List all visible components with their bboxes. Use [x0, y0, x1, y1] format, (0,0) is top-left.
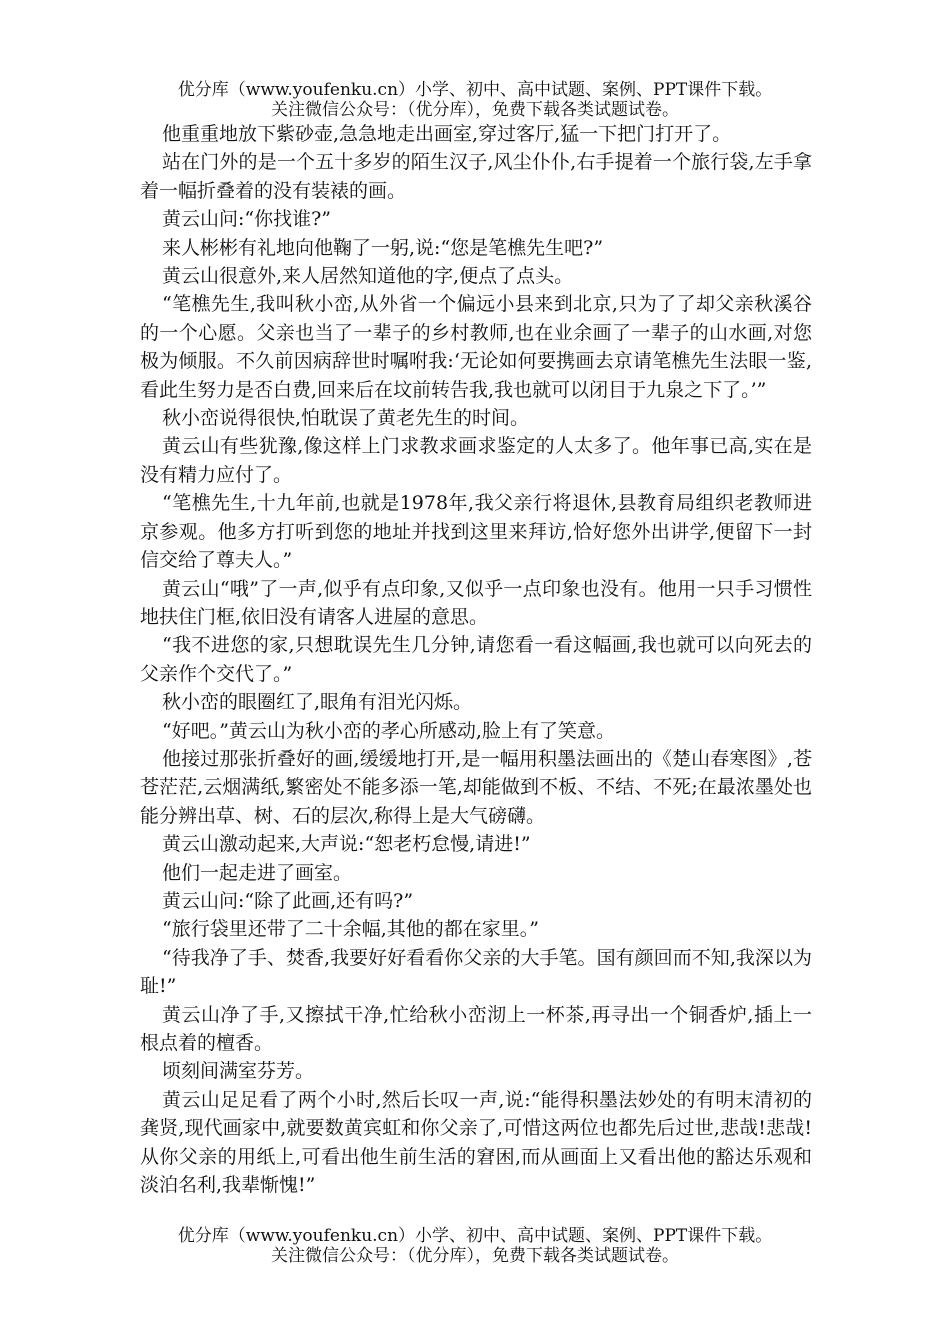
banner-line-1: 优分库（www.youfenku.cn）小学、初中、高中试题、案例、PPT课件下载。	[177, 1226, 773, 1246]
header-banner	[0, 80, 950, 120]
paragraph: 黄云山很意外,来人居然知道他的字,便点了点头。	[162, 265, 574, 288]
paragraph: 黄云山足足看了两个小时,然后长叹一声,说:“能得积墨法妙处的有明末清初的龚贤,现代画家中,就要数黄宾虹和你父亲了,可惜这两位也都先后过世,悲哉!悲哉!从你父亲的用纸上,可看出他生前生活的窘困,而从画面上又看出他的豁达乐观和淡泊名利,我辈惭愧!”	[140, 1088, 812, 1197]
footer-banner	[0, 1226, 950, 1266]
paragraph: 他接过那张折叠好的画,缓缓地打开,是一幅用积墨法画出的《楚山春寒图》,苍苍茫茫,云烟满纸,繁密处不能多添一笔,却能做到不板、不结、不死;在最浓墨处也能分辨出草、树、石的层次,称得上是大气磅礴。	[140, 747, 812, 827]
paragraph: 黄云山问:“除了此画,还有吗?”	[162, 889, 414, 912]
banner-line-1: 优分库（www.youfenku.cn）小学、初中、高中试题、案例、PPT课件下载。	[177, 80, 773, 100]
paragraph: 他重重地放下紫砂壶,急急地走出画室,穿过客厅,猛一下把门打开了。	[162, 123, 732, 145]
banner-line-2: 关注微信公众号：（优分库），免费下载各类试题试卷。	[271, 1246, 679, 1266]
paragraph: 顷刻间满室芬芳。	[162, 1060, 315, 1083]
paragraph: “旅行袋里还带了二十余幅,其他的都在家里。”	[162, 918, 539, 941]
article-body	[140, 120, 812, 1199]
paragraph: 黄云山问:“你找谁?”	[162, 208, 332, 231]
paragraph: 秋小峦说得很快,怕耽误了黄老先生的时间。	[162, 407, 530, 430]
paragraph: “笔樵先生,十九年前,也就是1978年,我父亲行将退休,县教育局组织老教师进京参观。他多方打听到您的地址并找到这里来拜访,恰好您外出讲学,便留下一封信交给了尊夫人。”	[140, 492, 812, 572]
paragraph: 站在门外的是一个五十多岁的陌生汉子,风尘仆仆,右手提着一个旅行袋,左手拿着一幅折叠着的没有装裱的画。	[140, 151, 812, 202]
paragraph: 来人彬彬有礼地向他鞠了一躬,说:“您是笔樵先生吧?”	[162, 236, 604, 259]
banner-line-2: 关注微信公众号：（优分库），免费下载各类试题试卷。	[271, 100, 679, 120]
paragraph: “好吧。”黄云山为秋小峦的孝心所感动,脸上有了笑意。	[162, 719, 615, 742]
paragraph: 他们一起走进了画室。	[162, 861, 353, 884]
paragraph: 黄云山激动起来,大声说:“恕老朽怠慢,请进!”	[162, 833, 531, 856]
paragraph: 黄云山“哦”了一声,似乎有点印象,又似乎一点印象也没有。他用一只手习惯性地扶住门框,依旧没有请客人进屋的意思。	[140, 577, 812, 628]
paragraph: 黄云山净了手,又擦拭干净,忙给秋小峦沏上一杯茶,再寻出一个铜香炉,插上一根点着的檀香。	[140, 1003, 812, 1054]
paragraph: “笔樵先生,我叫秋小峦,从外省一个偏远小县来到北京,只为了了却父亲秋溪谷的一个心愿。父亲也当了一辈子的乡村教师,也在业余画了一辈子的山水画,对您极为倾服。不久前因病辞世时嘱咐我:‘无论如何要携画去京请笔樵先生法眼一鉴,看此生努力是否白费,回来后在坟前转告我,我也就可以闭目于九泉之下了。’”	[140, 293, 812, 401]
paragraph: 黄云山有些犹豫,像这样上门求教求画求鉴定的人太多了。他年事已高,实在是没有精力应付了。	[140, 435, 812, 486]
paragraph: “我不进您的家,只想耽误先生几分钟,请您看一看这幅画,我也就可以向死去的父亲作个交代了。”	[140, 634, 812, 685]
paragraph: 秋小峦的眼圈红了,眼角有泪光闪烁。	[162, 691, 473, 714]
paragraph: “待我净了手、焚香,我要好好看看你父亲的大手笔。国有颜回而不知,我深以为耻!”	[140, 946, 812, 998]
